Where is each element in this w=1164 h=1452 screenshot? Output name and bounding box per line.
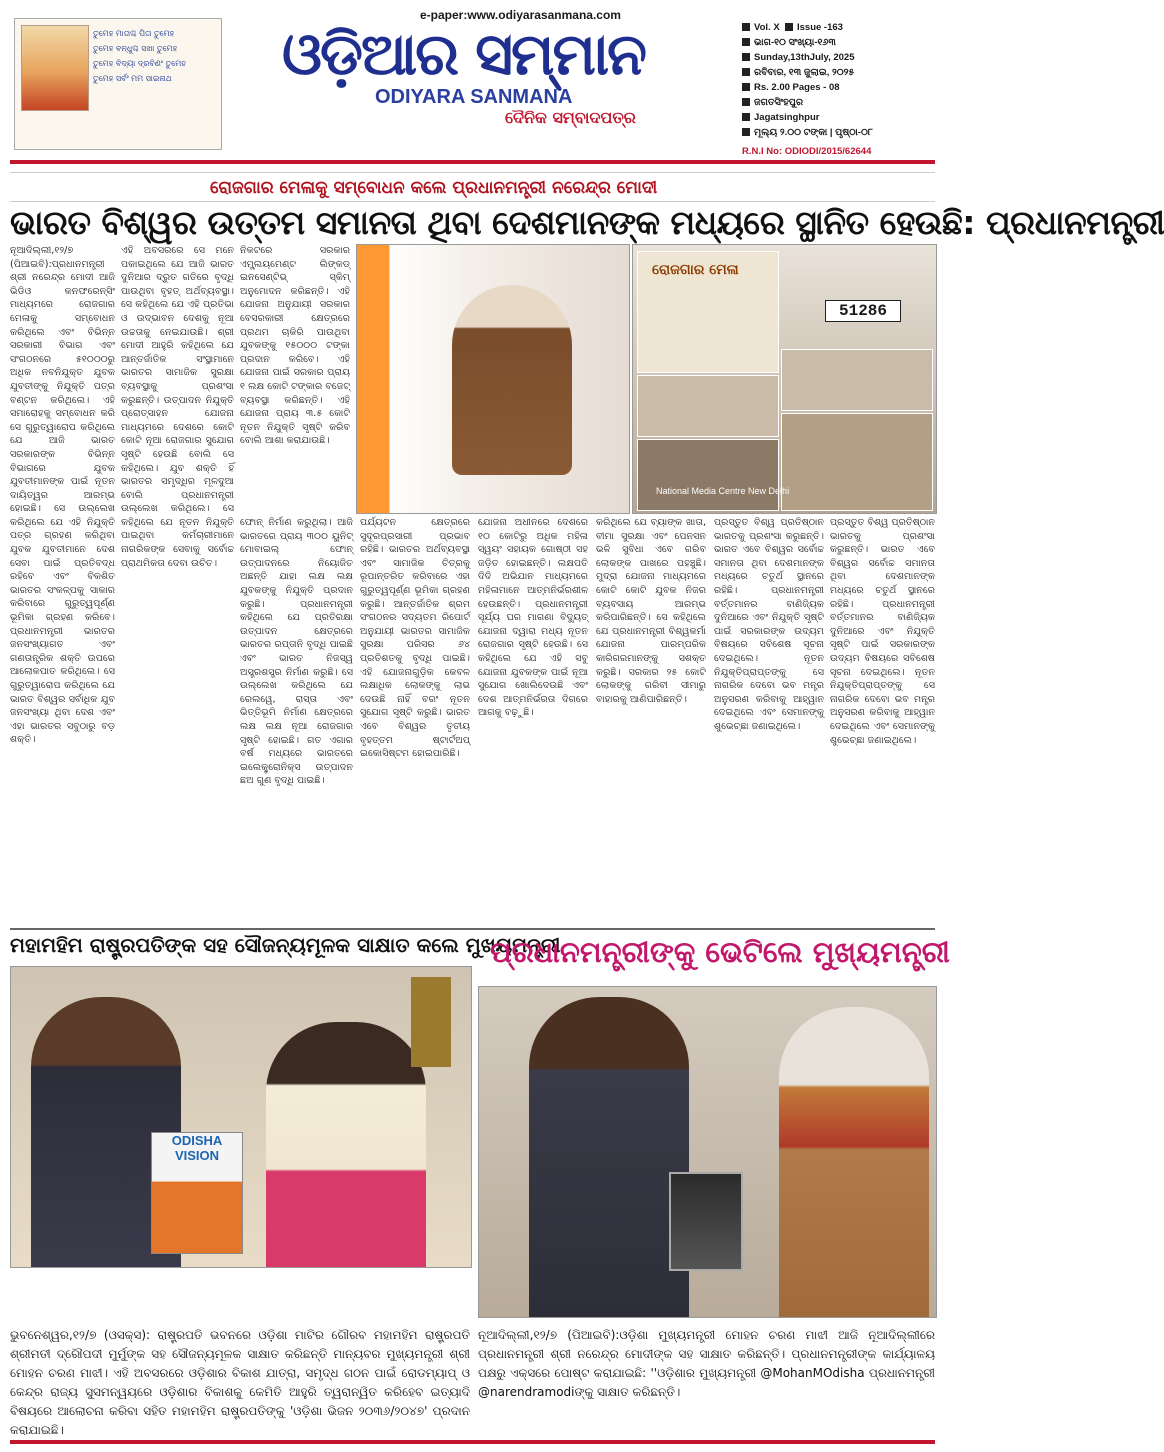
statue-decoration bbox=[411, 977, 451, 1067]
president-meeting-photo bbox=[10, 966, 472, 1268]
pm-meeting-headline: ପ୍ରଧାନମନ୍ତ୍ରୀଙ୍କୁ ଭେଟିଲେ ମୁଖ୍ୟମନ୍ତ୍ରୀ bbox=[490, 935, 951, 969]
lead-column-5: ପର୍ଯ୍ୟଟନ କ୍ଷେତ୍ରରେ ସୁଦୂରପ୍ରସାରୀ ପ୍ରଭାବ ରହିଛି। ଭାରତର ଅର୍ଥବ୍ୟବସ୍ଥା ଏବଂ ସାମାଜିକ ଚିତ୍ରକୁ ରୂପାନ୍ତରିତ କରିବାରେ ଏହା ଗୁରୁତ୍ୱପୂର୍ଣ୍ଣ ଭୂମିକା ଗ୍ରହଣ କରୁଛି। ଆନ୍ତର୍ଜାତିକ ଶ୍ରମ ସଂଗଠନର ସଦ୍ୟତମ ରିପୋର୍ଟ ଅନୁଯାୟୀ ଭାରତର ସାମାଜିକ ସୁରକ୍ଷା ପରିସର ୬୪ ପ୍ରତିଶତକୁ ବୃଦ୍ଧି ପାଇଛି। ଏହି ଯୋଜନାଗୁଡ଼ିକ କେବଳ ଲକ୍ଷାଧିକ ଲୋକଙ୍କୁ ଲାଭ ଦେଉଛି ନାହିଁ ବରଂ ନୂତନ ସୁଯୋଗ ସୃଷ୍ଟି କରୁଛି। ଭାରତ ଏବେ ବିଶ୍ୱର ତୃତୀୟ ବୃହତ୍ତମ ଷ୍ଟାର୍ଟଅପ୍ ଇକୋସିଷ୍ଟମ ହୋଇପାରିଛି। bbox=[360, 517, 470, 760]
lead-column-8: ପ୍ରସ୍ତୁତ ବିଶ୍ୱ ପ୍ରତିଷ୍ଠାନ ଭାରତକୁ ପ୍ରଶଂସା କରୁଛନ୍ତି। ଭାରତ ଏବେ ବିଶ୍ୱର ସର୍ବୋଚ୍ଚ ସମାନତା ଥିବା ଦେଶମାନଙ୍କ ମଧ୍ୟରେ ଚତୁର୍ଥ ସ୍ଥାନରେ ରହିଛି। ପ୍ରଧାନମନ୍ତ୍ରୀ ବର୍ତ୍ତମାନର ବାଣିଜ୍ୟିକ ଦୁନିଆରେ ଏବଂ ନିଯୁକ୍ତି ସୃଷ୍ଟି ପାଇଁ ସରକାରଙ୍କ ଉଦ୍ୟମ ବିଷୟରେ ସବିଶେଷ ସୂଚନା ଦେଇଥିଲେ। ନୂତନ ନିଯୁକ୍ତିପ୍ରାପ୍ତଙ୍କୁ ସେ ନାଗରିକ ଦେବୋ ଭବ ମନ୍ତ୍ର ଅନୁସରଣ କରିବାକୁ ଆହ୍ୱାନ ଦେଇଥିଲେ ଏବଂ ସେମାନଙ୍କୁ ଶୁଭେଚ୍ଛା ଜଣାଇଥିଲେ। bbox=[714, 517, 824, 732]
bottom-rule bbox=[10, 1440, 935, 1444]
odia-volume: ଭାଗ-୧୦ ସଂଖ୍ୟା-୧୬୩ bbox=[754, 37, 836, 48]
bullet-icon bbox=[742, 113, 750, 121]
section-rule bbox=[10, 928, 935, 930]
lead-column-1: ନୂଆଦିଲ୍ଲୀ,୧୨/୭ (ପିଆଇବି):ପ୍ରଧାନମନ୍ତ୍ରୀ ଶ୍ରୀ ନରେନ୍ଦ୍ର ମୋଦୀ ଆଜି ଭିଡିଓ କନଫରେନ୍ସିଂ ମାଧ୍ୟମରେ ରୋଜଗାର ମେଳାକୁ ସମ୍ବୋଧନ କରିଥିଲେ ଏବଂ ବିଭିନ୍ନ ସରକାରୀ ବିଭାଗ ଏବଂ ସଂଗଠନରେ ୫୧୦୦୦ରୁ ଅଧିକ ନବନିଯୁକ୍ତ ଯୁବକ ଯୁବତୀଙ୍କୁ ନିଯୁକ୍ତି ପତ୍ର ବଣ୍ଟନ କରିଥିଲେ। ଏହି ସମାରୋହକୁ ସମ୍ବୋଧନ କରି ସେ ଗୁରୁତ୍ୱାରୋପ କରିଥିଲେ ଯେ ଆଜି ଭାରତ ସରକାରଙ୍କ ବିଭିନ୍ନ ବିଭାଗରେ ଯୁବକ ଯୁବତୀମାନଙ୍କ ପାଇଁ ନୂତନ ଦାୟିତ୍ୱର ଆରମ୍ଭ ହୋଇଛି। ସେ ଉଲ୍ଲେଖ କରିଥିଲେ ଯେ ଏହି ନିଯୁକ୍ତି ପତ୍ର ଗ୍ରହଣ କରିଥିବା ଯୁବକ ଯୁବତୀମାନେ ଦେଶ ସେବା ପାଇଁ ପ୍ରତିବଦ୍ଧ ରହିବେ ଏବଂ ବିକଶିତ ଭାରତର ସଂକଳ୍ପକୁ ସାକାର କରିବାରେ ଗୁରୁତ୍ୱପୂର୍ଣ୍ଣ ଭୂମିକା ଗ୍ରହଣ କରିବେ। ପ୍ରଧାନମନ୍ତ୍ରୀ ଭାରତର ଜନସଂଖ୍ୟାଗତ ଏବଂ ଗଣତାନ୍ତ୍ରିକ ଶକ୍ତି ଉପରେ ଆଲୋକପାତ କରିଥିଲେ। ସେ ଗୁରୁତ୍ୱାରୋପ କରିଥିଲେ ଯେ ଭାରତ ବିଶ୍ୱର ସର୍ବାଧିକ ଯୁବ ଜନସଂଖ୍ୟା ଥିବା ଦେଶ ଏବଂ ଏହା ଭାରତର ସବୁଠାରୁ ବଡ଼ ଶକ୍ତି। bbox=[10, 245, 115, 746]
pm-figure bbox=[779, 1007, 929, 1317]
audience-photo bbox=[637, 375, 779, 437]
president-meeting-caption: ଭୁବନେଶ୍ୱର,୧୨/୭ (ଓସକ୍ସ): ରାଷ୍ଟ୍ରପତି ଭବନରେ ଓଡ଼ିଶା ମାଟିର ଗୌରବ ମହାମହିମ ରାଷ୍ଟ୍ରପତି ଶ୍ରୀମତୀ ଦ୍ରୌପଦୀ ମୁର୍ମୁଙ୍କ ସହ ସୌଜନ୍ୟମୂଳକ ସାକ୍ଷାତ କରିଛନ୍ତି ମାନ୍ୟବର ମୁଖ୍ୟମନ୍ତ୍ରୀ ଶ୍ରୀ ମୋହନ ଚରଣ ମାଝୀ। ଏହି ଅବସରରେ ଓଡ଼ିଶାର ବିକାଶ ଯାତ୍ରା, ସମୃଦ୍ଧ ଗଠନ ପାଇଁ ରୋଡମ୍ୟାପ୍ ଓ କେନ୍ଦ୍ର ରାଜ୍ୟ ସୁସମନ୍ୱୟରେ ଓଡ଼ିଶାର ବିକାଶକୁ କେମିତି ଆହୁରି ତ୍ୱରାନ୍ୱିତ କରିହେବ ଇତ୍ୟାଦି ବିଷୟରେ ଆଲୋଚନା କରିବା ସହିତ ମହାମହିମ ରାଷ୍ଟ୍ରପତିଙ୍କୁ 'ଓଡ଼ିଶା ଭିଜନ ୨୦୩୬/୨୦୪୭' ପ୍ରଦାନ କରାଯାଇଛି। bbox=[10, 1328, 470, 1437]
book-title: ODISHA VISION bbox=[171, 1133, 223, 1163]
masthead bbox=[0, 0, 945, 160]
bullet-icon bbox=[742, 83, 750, 91]
place-odia: ଜଗତସିଂହପୁର bbox=[754, 97, 804, 108]
pm-figure bbox=[452, 285, 572, 475]
crowd-photo bbox=[781, 413, 933, 511]
newspaper-title-odia: ଓଡ଼ିଆର ସମ୍ମାନ bbox=[282, 20, 646, 88]
epaper-url[interactable]: e-paper:www.odiyarasanmana.com bbox=[420, 8, 621, 22]
lead-column-6: ଯୋଜନା ଅଧୀନରେ ଦେଶରେ ୧୦ କୋଟିରୁ ଅଧିକ ମହିଳା ସ୍ୱୟଂ ସହାୟକ ଗୋଷ୍ଠୀ ସହ ଜଡ଼ିତ ହୋଇଛନ୍ତି। ଲକ୍ଷପତି ଦିଦି ଅଭିଯାନ ମାଧ୍ୟମରେ ମହିଳାମାନେ ଆତ୍ମନିର୍ଭରଶୀଳ ହେଉଛନ୍ତି। ପ୍ରଧାନମନ୍ତ୍ରୀ ସୂର୍ଯ୍ୟ ଘର ମାଗଣା ବିଦ୍ୟୁତ୍ ଯୋଜନା ଦ୍ୱାରା ମଧ୍ୟ ନୂତନ ରୋଜଗାର ସୃଷ୍ଟି ହେଉଛି। ସେ କହିଥିଲେ ଯେ ଏହି ସବୁ ଯୋଜନା ଯୁବକଙ୍କ ପାଇଁ ନୂଆ ସୁଯୋଗ ଖୋଲିଦେଉଛି ଏବଂ ଦେଶ ଆତ୍ମନିର୍ଭରତା ଦିଗରେ ଆଗକୁ ବଢ଼ୁଛି। bbox=[478, 517, 588, 719]
bullet-icon bbox=[742, 38, 750, 46]
sai-line-4: ତୁମେହ ସର୍ବଂ ମମ ସାଇନାଥ bbox=[93, 74, 172, 83]
pm-meeting-caption: ନୂଆଦିଲ୍ଲୀ,୧୨/୭ (ପିଆଇବି):ଓଡ଼ିଶା ମୁଖ୍ୟମନ୍ତ୍ରୀ ମୋହନ ଚରଣ ମାଝୀ ଆଜି ନୂଆଦିଲ୍ଲୀରେ ପ୍ରଧାନମନ୍ତ୍ରୀ ଶ୍ରୀ ନରେନ୍ଦ୍ର ମୋଦୀଙ୍କ ସହ ସାକ୍ଷାତ କରିଛନ୍ତି। ପ୍ରଧାନମନ୍ତ୍ରୀଙ୍କ କାର୍ଯ୍ୟାଳୟ ପକ୍ଷରୁ ଏକ୍ସରେ ପୋଷ୍ଟ କରାଯାଇଛି: ''ଓଡ଼ିଶାର ମୁଖ୍ୟମନ୍ତ୍ରୀ @MohanMOdisha ପ୍ରଧାନମନ୍ତ୍ରୀ @narendramodiଙ୍କୁ ସାକ୍ଷାତ କରିଛନ୍ତି। bbox=[478, 1328, 935, 1399]
pm-video-conference-photo bbox=[356, 244, 630, 514]
sai-baba-box bbox=[14, 18, 222, 150]
price-pages: Rs. 2.00 Pages - 08 bbox=[754, 82, 840, 93]
rozgar-mela-collage bbox=[632, 244, 937, 514]
audience-hall-photo bbox=[781, 349, 933, 411]
lead-column-2: ଏହି ଅବସରରେ ସେ ମନେ ପକାଇଥିଲେ ଯେ ଆଜି ଭାରତ ଦୁନିଆର ଦ୍ରୁତ ଗତିରେ ବୃଦ୍ଧି ପାଉଥିବା ବୃହତ୍ ଅର୍ଥବ୍ୟବସ୍ଥା। ସେ କହିଥିଲେ ଯେ ଏହି ପ୍ରତିଭା ଓ ଉଦ୍ଭାବନ ଦେଶକୁ ନୂଆ ଉଚ୍ଚତାକୁ ନେଇଯାଉଛି। ଶ୍ରୀ ମୋଦୀ ଆହୁରି କହିଥିଲେ ଯେ ଆନ୍ତର୍ଜାତିକ ସଂସ୍ଥାମାନେ ଭାରତର ସାମାଜିକ ସୁରକ୍ଷା ବ୍ୟବସ୍ଥାକୁ ପ୍ରଶଂସା କରୁଛନ୍ତି। ଉତ୍ପାଦନ ନିଯୁକ୍ତି ପ୍ରୋତ୍ସାହନ ଯୋଜନା ମାଧ୍ୟମରେ ଦେଶରେ କୋଟି କୋଟି ନୂଆ ରୋଜଗାର ସୁଯୋଗ ସୃଷ୍ଟି ହେଉଛି ବୋଲି ସେ କହିଥିଲେ। ଯୁବ ଶକ୍ତି ହିଁ ଭାରତର ସମୃଦ୍ଧିର ମୂଳଦୁଆ ବୋଲି ପ୍ରଧାନମନ୍ତ୍ରୀ ଉଲ୍ଲେଖ କରିଥିଲେ। ସେ କହିଥିଲେ ଯେ ନୂତନ ନିଯୁକ୍ତି ପାଇଥିବା କର୍ମଚାରୀମାନେ ନାଗରିକଙ୍କ ସେବାକୁ ସର୍ବୋଚ୍ଚ ପ୍ରାଥମିକତା ଦେବା ଉଚିତ। bbox=[121, 245, 234, 569]
lead-headline: ଭାରତ ବିଶ୍ୱର ଉତ୍ତମ ସମାନତା ଥିବା ଦେଶମାନଙ୍କ ମଧ୍ୟରେ ସ୍ଥାନିତ ହେଉଛି: ପ୍ରଧାନମନ୍ତ୍ରୀ bbox=[10, 203, 1164, 242]
bullet-icon bbox=[742, 53, 750, 61]
sai-line-1: ତୁମେହ ମାତାଶ୍ଚ ପିତା ତୁମେହ bbox=[93, 29, 175, 38]
lead-column-7: କରିଥିଲେ ଯେ ବ୍ୟାଙ୍କ ଖାତା, ବୀମା ସୁରକ୍ଷା ଏବଂ ପେନସନ ଭଳି ସୁବିଧା ଏବେ ଗରିବ ଲୋକଙ୍କ ପାଖରେ ପହଞ୍ଚୁଛି। ମୁଦ୍ରା ଯୋଜନା ମାଧ୍ୟମରେ କୋଟି କୋଟି ଯୁବକ ନିଜର ବ୍ୟବସାୟ ଆରମ୍ଭ କରିପାରିଛନ୍ତି। ସେ କହିଥିଲେ ଯେ ପ୍ରଧାନମନ୍ତ୍ରୀ ବିଶ୍ୱକର୍ମା ଯୋଜନା ପାରମ୍ପରିକ କାରିଗରମାନଙ୍କୁ ସଶକ୍ତ କରୁଛି। ସରକାର ୨୫ କୋଟି ଲୋକଙ୍କୁ ଗରିବୀ ସୀମାରୁ ବାହାରକୁ ଆଣିପାରିଛନ୍ତି। bbox=[596, 517, 706, 705]
place: Jagatsinghpur bbox=[754, 112, 820, 123]
issue-date: Sunday,13thJuly, 2025 bbox=[754, 52, 855, 63]
sai-line-3: ତୁମେହ ବିଦ୍ୟା ଦ୍ରବିଣଂ ତୁମେହ bbox=[93, 59, 186, 68]
bullet-icon bbox=[742, 98, 750, 106]
rni-number: R.N.I No: ODIODI/2015/62644 bbox=[742, 146, 872, 157]
odisha-vision-book bbox=[151, 1132, 243, 1254]
media-centre-photo bbox=[637, 439, 779, 511]
issue-number: Issue -163 bbox=[796, 22, 843, 33]
chief-minister-figure bbox=[529, 997, 689, 1317]
volume: Vol. X bbox=[754, 22, 780, 33]
media-centre-label: National Media Centre New Delhi bbox=[656, 486, 790, 496]
pm-meeting-photo bbox=[478, 986, 937, 1318]
lead-column-4: ଫୋନ୍ ନିର୍ମାଣ କରୁଥିଲା। ଆଜି ଭାରତରେ ପ୍ରାୟ ୩୦୦ ୟୁନିଟ୍ ମୋବାଇଲ୍ ଫୋନ୍ ଉତ୍ପାଦନରେ ନିୟୋଜିତ ଅଛନ୍ତି ଯାହା ଲକ୍ଷ ଲକ୍ଷ ଯୁବକଙ୍କୁ ନିଯୁକ୍ତି ପ୍ରଦାନ କରୁଛି। ପ୍ରଧାନମନ୍ତ୍ରୀ କହିଥିଲେ ଯେ ପ୍ରତିରକ୍ଷା ଉତ୍ପାଦନ କ୍ଷେତ୍ରରେ ଭାରତର ରପ୍ତାନି ବୃଦ୍ଧି ପାଇଛି ଏବଂ ଭାରତ ନିଜସ୍ୱ ଅସ୍ତ୍ରଶସ୍ତ୍ର ନିର୍ମାଣ କରୁଛି। ସେ ଉଲ୍ଲେଖ କରିଥିଲେ ଯେ ରେଲୱେ, ରାସ୍ତା ଏବଂ ଭିତ୍ତିଭୂମି ନିର୍ମାଣ କ୍ଷେତ୍ରରେ ଲକ୍ଷ ଲକ୍ଷ ନୂଆ ରୋଜଗାର ସୃଷ୍ଟି ହୋଇଛି। ଗତ ଏଗାର ବର୍ଷ ମଧ୍ୟରେ ଭାରତରେ ଇଲେକ୍ଟ୍ରୋନିକ୍ସ ଉତ୍ପାଦନ ଛଅ ଗୁଣ ବୃଦ୍ଧି ପାଇଛି। bbox=[240, 517, 353, 787]
newspaper-title-english: ODIYARA SANMANA bbox=[375, 86, 573, 108]
price-pages-odia: ମୂଲ୍ୟ ୨.୦୦ ଟଙ୍କା | ପୃଷ୍ଠା-୦୮ bbox=[754, 127, 873, 138]
issue-date-odia: ରବିବାର, ୧୩ ଜୁଲାଇ, ୨୦୨୫ bbox=[754, 67, 855, 78]
ship-memento bbox=[669, 1172, 743, 1271]
lead-column-3: ନିକଟରେ ସରକାର ଏମ୍ପ୍ଲୟମେଣ୍ଟ ଲିଙ୍କଡ୍ ଇନସେଣ୍ଟିଭ୍ ସ୍କିମ୍ ଅନୁମୋଦନ କରିଛନ୍ତି। ଏହି ଯୋଜନା ଅନୁଯାୟୀ ସରକାର ବେସରକାରୀ କ୍ଷେତ୍ରରେ ପ୍ରଥମ ଚାକିରି ପାଉଥିବା ଯୁବକଙ୍କୁ ୧୫୦୦୦ ଟଙ୍କା ପ୍ରଦାନ କରିବେ। ଏହି ଯୋଜନା ପାଇଁ ସରକାର ପ୍ରାୟ ୧ ଲକ୍ଷ କୋଟି ଟଙ୍କାର ବଜେଟ୍ ବ୍ୟବସ୍ଥା କରିଛନ୍ତି। ଏହି ଯୋଜନା ପ୍ରାୟ ୩.୫ କୋଟି ନୂତନ ନିଯୁକ୍ତି ସୃଷ୍ଟି କରିବ ବୋଲି ଆଶା କରାଯାଉଛି। bbox=[240, 245, 350, 447]
appointments-counter: 51286 bbox=[825, 300, 901, 322]
bullet-icon bbox=[785, 23, 793, 31]
sai-line-2: ତୁମେହ ବନ୍ଧୁଶ୍ଚ ସଖା ତୁମେହ bbox=[93, 44, 178, 53]
bullet-icon bbox=[742, 68, 750, 76]
sai-baba-photo bbox=[21, 25, 89, 111]
bullet-icon bbox=[742, 128, 750, 136]
president-meeting-headline: ମହାମହିମ ରାଷ୍ଟ୍ରପତିଙ୍କ ସହ ସୌଜନ୍ୟମୂଳକ ସାକ୍ଷାତ କଲେ ମୁଖ୍ୟମନ୍ତ୍ରୀ bbox=[10, 933, 561, 957]
president-figure bbox=[266, 1022, 426, 1267]
rozgar-mela-label: ରୋଜଗାର ମେଳା bbox=[652, 262, 739, 278]
newspaper-subtitle: ଦୈନିକ ସମ୍ବାଦପତ୍ର bbox=[505, 108, 636, 127]
bullet-icon bbox=[742, 23, 750, 31]
lead-column-9: ପ୍ରସ୍ତୁତ ବିଶ୍ୱ ପ୍ରତିଷ୍ଠାନ ଭାରତକୁ ପ୍ରଶଂସା କରୁଛନ୍ତି। ଭାରତ ଏବେ ବିଶ୍ୱର ସର୍ବୋଚ୍ଚ ସମାନତା ଥିବା ଦେଶମାନଙ୍କ ମଧ୍ୟରେ ଚତୁର୍ଥ ସ୍ଥାନରେ ରହିଛି। ପ୍ରଧାନମନ୍ତ୍ରୀ ବର୍ତ୍ତମାନର ବାଣିଜ୍ୟିକ ଦୁନିଆରେ ଏବଂ ନିଯୁକ୍ତି ସୃଷ୍ଟି ପାଇଁ ସରକାରଙ୍କ ଉଦ୍ୟମ ବିଷୟରେ ସବିଶେଷ ସୂଚନା ଦେଇଥିଲେ। ନୂତନ ନିଯୁକ୍ତିପ୍ରାପ୍ତଙ୍କୁ ସେ ନାଗରିକ ଦେବୋ ଭବ ମନ୍ତ୍ର ଅନୁସରଣ କରିବାକୁ ଆହ୍ୱାନ ଦେଇଥିଲେ ଏବଂ ସେମାନଙ୍କୁ ଶୁଭେଚ୍ଛା ଜଣାଇଥିଲେ। bbox=[830, 517, 935, 746]
issue-meta bbox=[742, 20, 932, 159]
top-rule bbox=[10, 160, 935, 164]
lead-kicker: ରୋଜଗାର ମେଳାକୁ ସମ୍ବୋଧନ କଲେ ପ୍ରଧାନମନ୍ତ୍ରୀ ନରେନ୍ଦ୍ର ମୋଦୀ bbox=[210, 178, 658, 198]
